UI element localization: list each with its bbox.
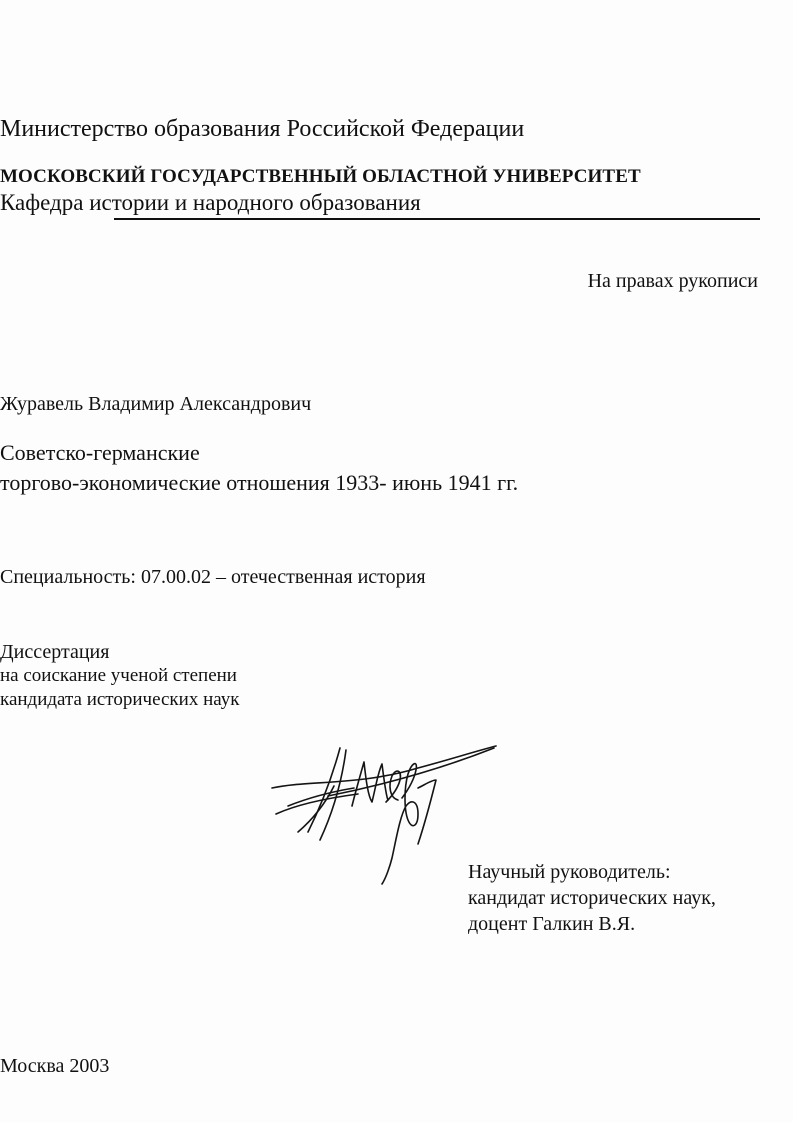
supervisor-degree: кандидат исторических наук, [468,887,716,909]
rights-note: На правах рукописи [587,270,758,292]
degree-purpose: на соискание ученой степени [0,665,237,686]
header-divider [114,218,760,220]
city-year: Москва 2003 [0,1055,110,1077]
ministry-heading: Министерство образования Российской Федерации [0,116,525,142]
specialty-line: Специальность: 07.00.02 – отечественная история [0,566,426,588]
department-name: Кафедра истории и народного образования [0,190,421,215]
author-name: Журавель Владимир Александрович [0,393,312,415]
supervisor-label: Научный руководитель: [468,861,671,883]
university-name: МОСКОВСКИЙ ГОСУДАРСТВЕННЫЙ ОБЛАСТНОЙ УНИВЕРСИТЕТ [0,166,641,187]
thesis-title-line-2: торгово-экономические отношения 1933- июнь 1941 гг. [0,470,519,495]
thesis-title-line-1: Советско-германские [0,440,200,465]
supervisor-name: доцент Галкин В.Я. [468,913,636,935]
dissertation-label: Диссертация [0,641,110,663]
degree-name: кандидата исторических наук [0,689,240,710]
